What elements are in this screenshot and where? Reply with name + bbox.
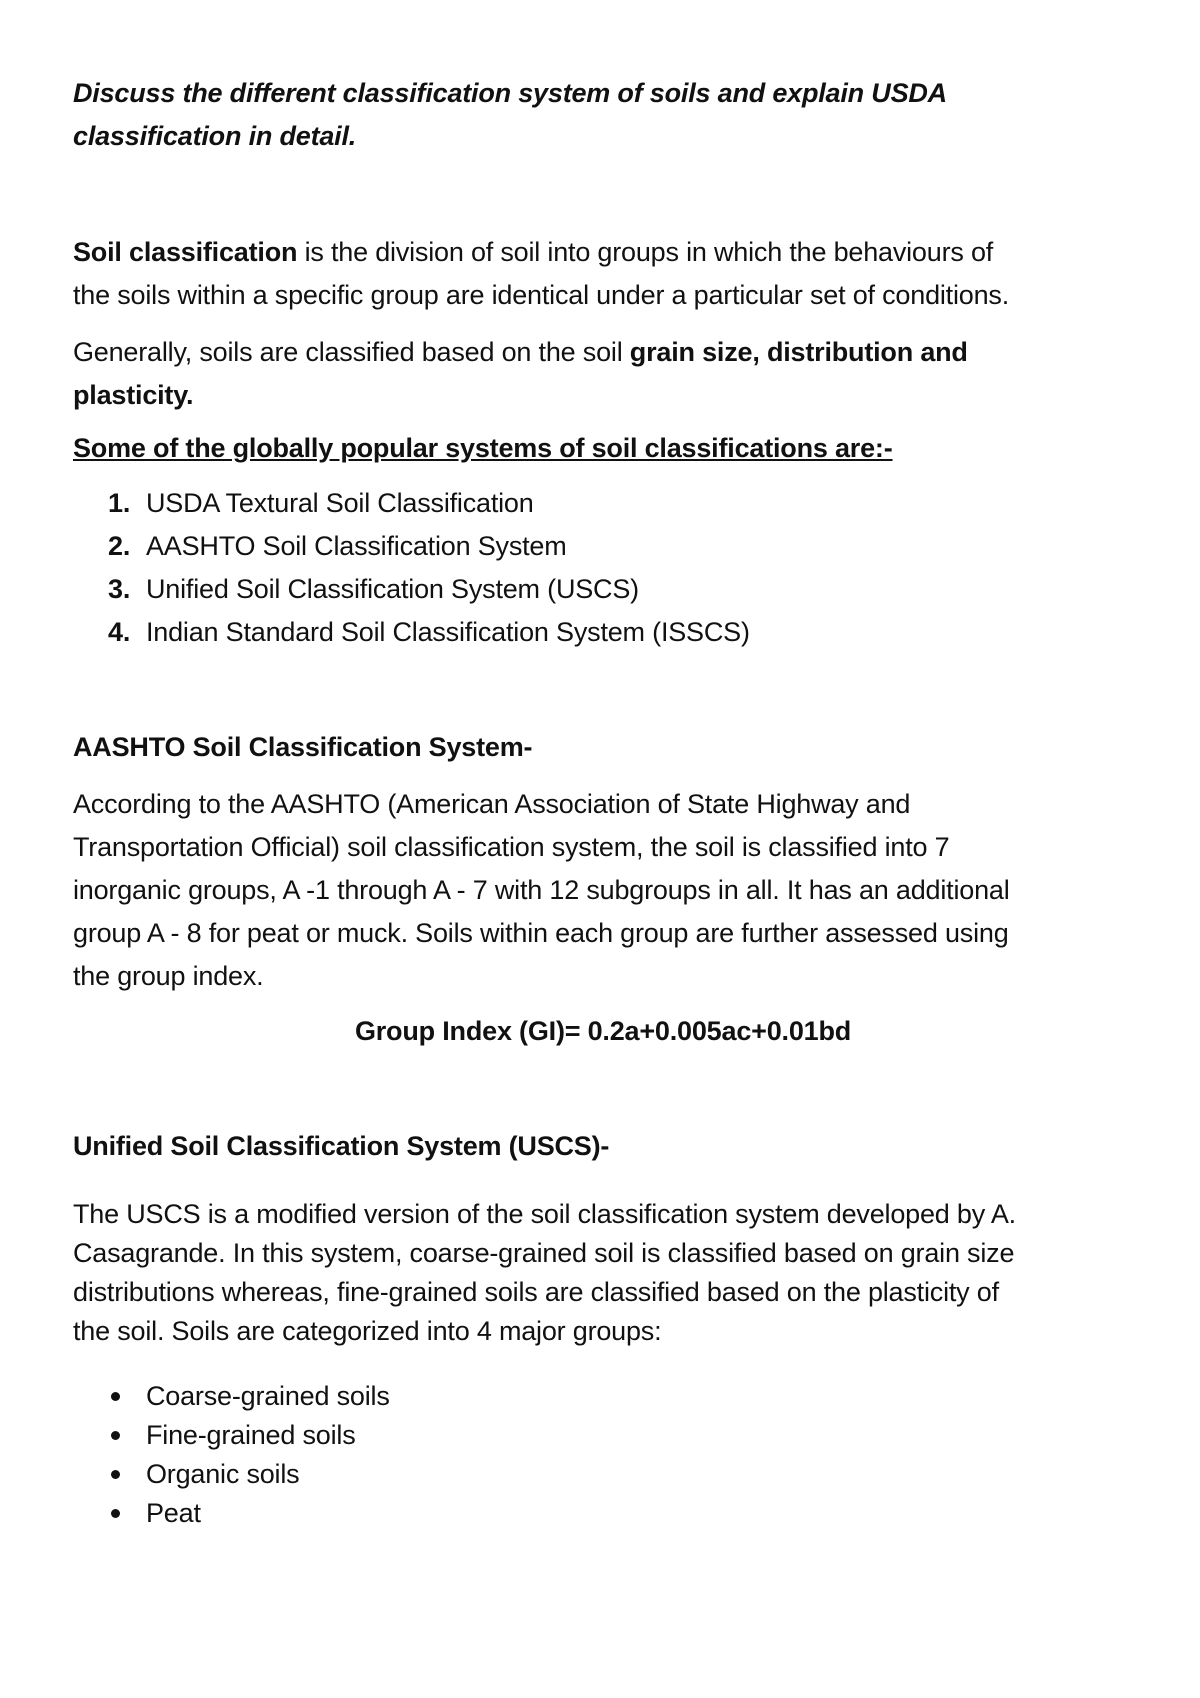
list-item bbox=[73, 611, 1133, 654]
bullet-icon bbox=[111, 1470, 120, 1479]
aashto-line-1: According to the AASHTO (American Association of State Highway and bbox=[73, 789, 911, 819]
basis-bold-1: grain size, distribution and bbox=[629, 337, 968, 367]
list-item-label: Unified Soil Classification System (USCS) bbox=[146, 574, 639, 604]
list-item bbox=[73, 525, 1133, 568]
list-number: 3. bbox=[108, 574, 131, 604]
list-item bbox=[73, 1455, 1133, 1494]
definition-text-line-2: the soils within a specific group are identical under a particular set of conditions. bbox=[73, 280, 1010, 310]
aashto-paragraph bbox=[73, 783, 1133, 998]
uscs-line-1: The USCS is a modified version of the soil classification system developed by A. bbox=[73, 1199, 1016, 1229]
question-heading bbox=[73, 72, 1133, 158]
list-item bbox=[73, 1416, 1133, 1455]
question-line-1: Discuss the different classification system of soils and explain USDA bbox=[73, 78, 947, 108]
uscs-heading: Unified Soil Classification System (USCS)- bbox=[73, 1131, 610, 1161]
uscs-line-4: the soil. Soils are categorized into 4 major groups: bbox=[73, 1316, 662, 1346]
aashto-line-2: Transportation Official) soil classification system, the soil is classified into 7 bbox=[73, 832, 950, 862]
aashto-line-4: group A - 8 for peat or muck. Soils within each group are further assessed using bbox=[73, 918, 1009, 948]
basis-prefix: Generally, soils are classified based on the soil bbox=[73, 337, 630, 367]
list-item bbox=[73, 482, 1133, 525]
basis-paragraph bbox=[73, 331, 1133, 417]
aashto-line-5: the group index. bbox=[73, 961, 264, 991]
group-index-formula: Group Index (GI)= 0.2a+0.005ac+0.01bd bbox=[354, 1016, 852, 1046]
list-item bbox=[73, 1377, 1133, 1416]
uscs-line-2: Casagrande. In this system, coarse-grained soil is classified based on grain size bbox=[73, 1238, 1015, 1268]
document-page bbox=[73, 72, 1133, 1533]
list-item-label: Peat bbox=[146, 1498, 201, 1528]
list-number: 4. bbox=[108, 617, 131, 647]
systems-list bbox=[73, 482, 1133, 654]
list-item-label: AASHTO Soil Classification System bbox=[146, 531, 567, 561]
basis-bold-2: plasticity. bbox=[73, 380, 194, 410]
definition-paragraph bbox=[73, 231, 1133, 317]
systems-heading: Some of the globally popular systems of soil classifications are:- bbox=[73, 433, 893, 463]
uscs-line-3: distributions whereas, fine-grained soils are classified based on the plasticity of bbox=[73, 1277, 999, 1307]
bullet-icon bbox=[111, 1431, 120, 1440]
uscs-paragraph bbox=[73, 1195, 1133, 1351]
definition-text-line-1: is the division of soil into groups in which the behaviours of bbox=[297, 237, 994, 267]
uscs-groups-list bbox=[73, 1377, 1133, 1533]
list-item-label: Indian Standard Soil Classification System (ISSCS) bbox=[146, 617, 750, 647]
list-item-label: Fine-grained soils bbox=[146, 1420, 356, 1450]
list-item bbox=[73, 1494, 1133, 1533]
bullet-icon bbox=[111, 1509, 120, 1518]
list-number: 2. bbox=[108, 531, 131, 561]
list-item-label: Coarse-grained soils bbox=[146, 1381, 390, 1411]
bullet-icon bbox=[111, 1392, 120, 1401]
list-item bbox=[73, 568, 1133, 611]
aashto-heading: AASHTO Soil Classification System- bbox=[73, 732, 533, 762]
list-number: 1. bbox=[108, 488, 131, 518]
list-item-label: USDA Textural Soil Classification bbox=[146, 488, 534, 518]
question-line-2: classification in detail. bbox=[73, 121, 357, 151]
list-item-label: Organic soils bbox=[146, 1459, 300, 1489]
definition-term: Soil classification bbox=[73, 237, 298, 267]
aashto-line-3: inorganic groups, A -1 through A - 7 with 12 subgroups in all. It has an additional bbox=[73, 875, 1010, 905]
